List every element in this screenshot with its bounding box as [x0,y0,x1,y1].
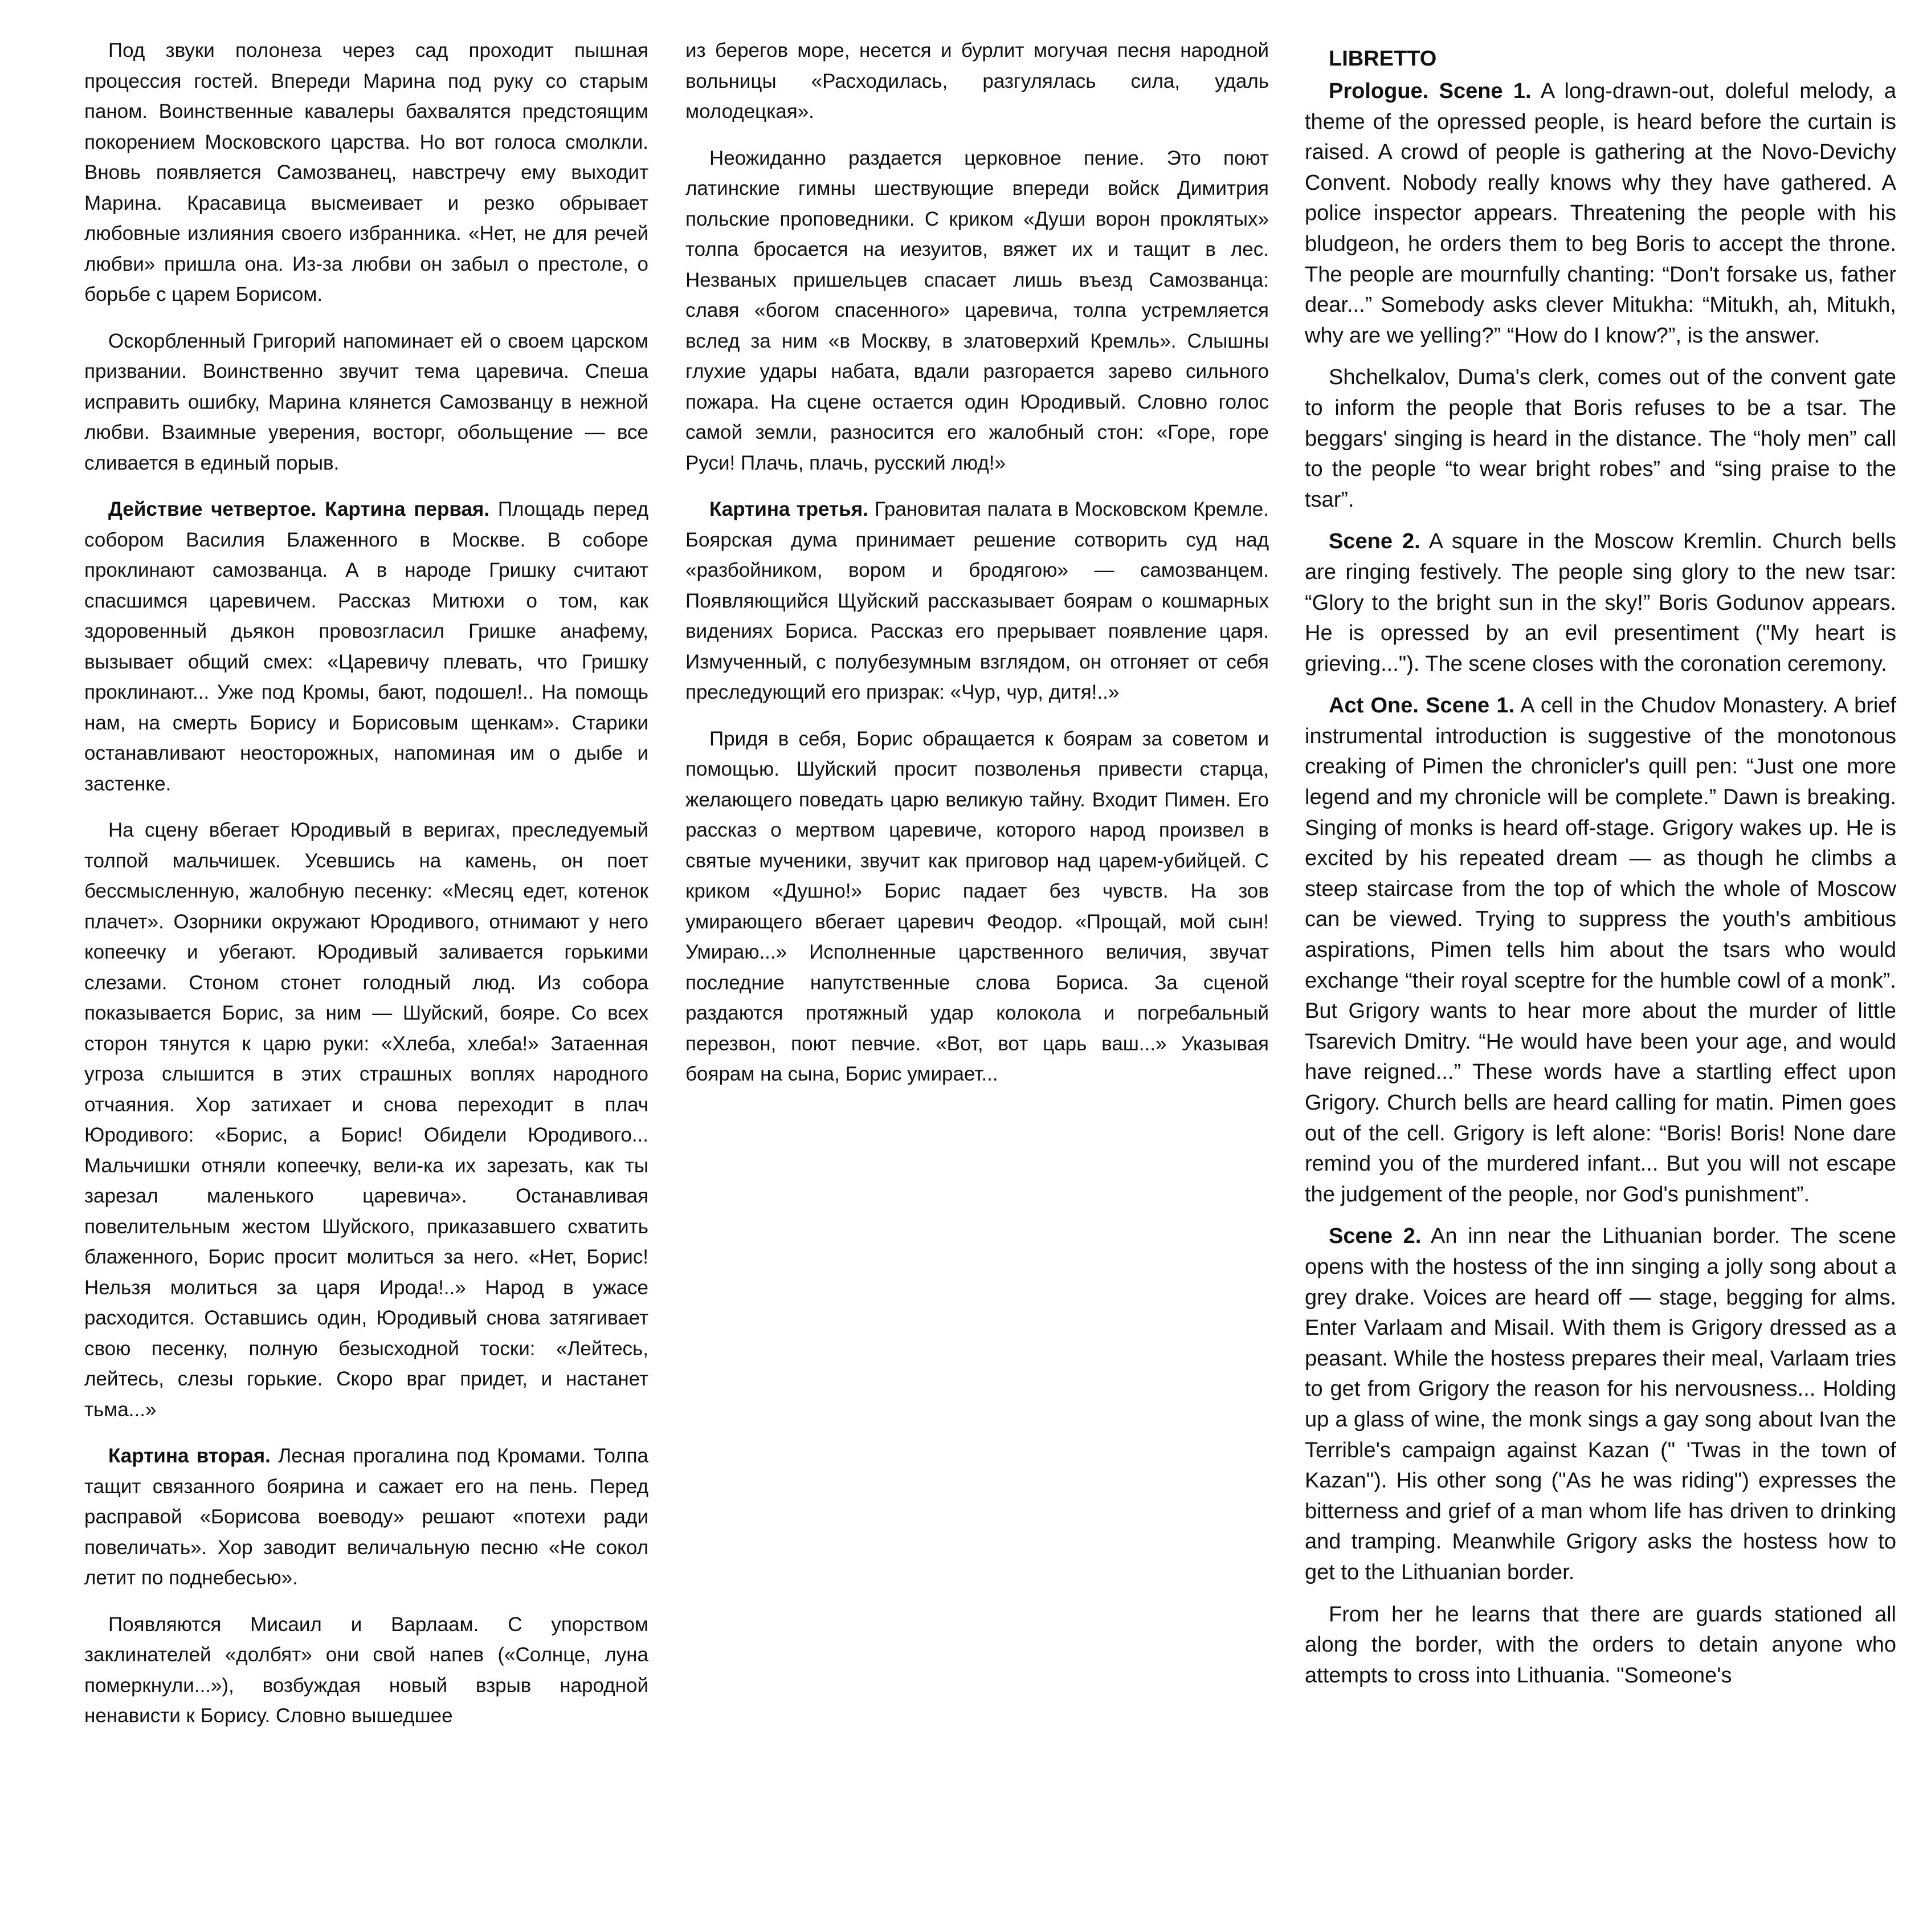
scene-heading: Scene 2. [1329,529,1420,554]
paragraph-text: Площадь перед собором Василия Блаженного в Москве. В соборе проклинают самозванца. А в народе Гришку считают спасшимся царевичем. Рассказ Митюхи о том, как здоровенный дьякон провозгласил Гришке анафему, вызывает общий смех: «Царевичу плевать, что Гришку проклинают... Уже под Кромы, бают, подошел!.. На помощь нам, на смерть Борису и Борисовым щенкам». Старики останавливают неосторожных, напоминая им о дыбе и застенке. [84,498,648,795]
column-russian-1 [84,35,648,1747]
scene-heading: Действие четвертое. Картина первая. [108,498,490,520]
scene-heading: Картина вторая. [108,1445,271,1467]
paragraph [1305,1221,1896,1588]
paragraph-text: Лесная прогалина под Кромами. Толпа тащит связанного боярина и сажает его на пень. Перед расправой «Борисова воеводу» решают «потехи ради повеличать». Хор заводит величальную песню «Не сокол летит по поднебесью». [84,1445,649,1589]
paragraph: Оскорбленный Григорий напоминает ей о своем царском призвании. Воинственно звучит тема царевича. Спеша исправить ошибку, Марина клянется Самозванцу в нежной любви. Взаимные уверения, восторг, обольщение — все сливается в единый порыв. [84,329,648,474]
paragraph [1305,527,1896,679]
paragraph: From her he learns that there are guards stationed all along the border, with the orders to detain anyone who attempts to cross into Lithuania. "Someone's [1305,1602,1896,1688]
paragraph-text: Грановитая палата в Московском Кремле. Боярская дума принимает решение сотворить суд над «разбойником, вором и бродягою» — самозванцем. Появляющийся Щуйский рассказывает боярам о кошмарных видениях Бориса. Рассказ его прерывает появление царя. Измученный, с полубезумным взглядом, он отгоняет от себя преследующий его призрак: «Чур, чур, дитя!..» [685,498,1269,703]
paragraph: из берегов море, несется и бурлит могучая песня народной вольницы «Расходилась, разгулялась сила, удаль молодецкая». [685,39,1269,123]
paragraph: Придя в себя, Борис обращается к боярам за советом и помощью. Шуйский просит позволенья привести старца, желающего поведать царю великую тайну. Входит Пимен. Его рассказ о мертвом царевиче, которого народ произвел в святые мученики, звучит как приговор над царем-убийцей. С криком «Душно!» Борис падает без чувств. На зов умирающего вбегает царевич Феодор. «Прощай, мой сын! Умираю...» Исполненные царственного величия, звучат последние напутственные слова Бориса. За сценой раздаются протяжный удар колокола и погребальный перезвон, поют певчие. «Вот, вот царь ваш...» Указывая боярам на сына, Борис умирает... [685,727,1269,1085]
paragraph-text: An inn near the Lithuanian border. The scene opens with the hostess of the inn singing a jolly song about a grey drake. Voices are heard off — stage, begging for alms. Enter Varlaam and Misail. With them is Grigory dressed as a peasant. While the hostess prepares their meal, Varlaam tries to get from Grigory the reason for his nervousness... Holding up a glass of wine, the monk sings a gay song about Ivan the Terrible's campaign against Kazan (" 'Twas in the town of Kazan"). His other song ("As he was riding") expresses the bitterness and grief of a man whom life has driven to drinking and tramping. Meanwhile Grigory asks the hostess how to get to the Lithuanian border. [1305,1224,1896,1584]
libretto-title: LIBRETTO [1329,47,1437,71]
scene-heading: Картина третья. [709,498,868,520]
paragraph-text: A long-drawn-out, doleful melody, a theme of the opressed people, is heard before the curtain is raised. A crowd of people is gathering at the Novo-Devichy Convent. Nobody really knows why they have gathered. A police inspector appears. Threatening the people with his bludgeon, he orders them to beg Boris to accept the throne. The people are mournfully chanting: “Don't forsake us, father dear...” Somebody asks clever Mitukha: “Mitukh, ah, Mitukh, why are we yelling?” “How do I know?”, is the answer. [1305,79,1896,348]
scene-heading: Scene 2. [1329,1224,1422,1249]
paragraph: Shchelkalov, Duma's clerk, comes out of the convent gate to inform the people that Boris refuses to be a tsar. The beggars' singing is heard in the distance. The “holy men” call to the people “to wear bright robes” and “sing praise to the tsar”. [1305,365,1896,512]
paragraph [84,494,648,799]
paragraph [84,1441,648,1593]
paragraph [1305,76,1896,351]
paragraph-text: A cell in the Chudov Monastery. A brief instrumental introduction is suggestive of the monotonous creaking of Pimen the chronicler's quill pen: “Just one more legend and my chronicle will be complete.” Dawn is breaking. Singing of monks is heard off-stage. Grigory wakes up. He is excited by his repeated dream — as though he climbs a steep staircase from the top of which the whole of Moscow can be viewed. Trying to suppress the youth's ambitious aspirations, Pimen tells him about the tsars who would exchange “their royal sceptre for the humble cowl of a monk”. But Grigory wants to hear more about the murder of little Tsarevich Dmitry. “He would have been your age, and would have reigned...” These words have a startling effect upon Grigory. Church bells are heard calling for matin. Pimen goes out of the cell. Grigory is left alone: “Boris! Boris! None dare remind you of the murdered infant... But you will not escape the judgement of the people, nor God's punishment”. [1305,694,1897,1207]
scene-heading: Prologue. Scene 1. [1329,79,1532,103]
paragraph: Неожиданно раздается церковное пение. Это поют латинские гимны шествующие впереди войск Димитрия польские проповедники. С криком «Души ворон проклятых» толпа бросается на иезуитов, вяжет их и тащит в лес. Незваных пришельцев спасает лишь въезд Самозванца: славя «богом спасенного» царевича, толпа устремляется вслед за ним «в Москву, в златоверхий Кремль». Слышны глухие удары набата, вдали разгорается зарево сильного пожара. На сцене остается один Юродивый. Словно голос самой земли, разносится его жалобный стон: «Горе, горе Руси! Плачь, плачь, русский люд!» [685,146,1269,474]
paragraph: Появляются Мисаил и Варлаам. С упорством заклинателей «долбят» они свой напев («Солнце, луна померкнули...»), возбуждая новый взрыв народной ненависти к Борису. Словно вышедшее [84,1613,648,1727]
column-russian-2 [685,35,1269,1106]
paragraph-text: A square in the Moscow Kremlin. Church bells are ringing festively. The people sing glory to the new tsar: “Glory to the bright sun in the sky!” Boris Godunov appears. He is opressed by an evil presentiment ("My heart is grieving..."). The scene closes with the coronation ceremony. [1305,529,1896,676]
scene-heading: Act One. Scene 1. [1329,694,1515,718]
column-english [1305,35,1896,1702]
paragraph: Под звуки полонеза через сад проходит пышная процессия гостей. Впереди Марина под руку со старым паном. Воинственные кавалеры бахвалятся предстоящим покорением Московского царства. Но вот голоса смолкли. Вновь появляется Самозванец, навстречу ему выходит Марина. Красавица высмеивает и резко обрывает любовные излияния своего избранника. «Нет, не для речей любви» пришла она. Из-за любви он забыл о престоле, о борьбе с царем Борисом. [84,39,648,305]
paragraph [1305,691,1896,1210]
paragraph: На сцену вбегает Юродивый в веригах, преследуемый толпой мальчишек. Усевшись на камень, он поет бессмысленную, жалобную песенку: «Месяц едет, котенок плачет». Озорники окружают Юродивого, отнимают у него копеечку и убегают. Юродивый заливается горькими слезами. Стоном стонет голодный люд. Из собора показывается Борис, за ним — Шуйский, бояре. Со всех сторон тянутся к царю руки: «Хлеба, хлеба!» Затаенная угроза слышится в этих страшных воплях народного отчаяния. Хор затихает и снова переходит в плач Юродивого: «Борис, а Борис! Обидели Юродивого... Мальчишки отняли копеечку, вели-ка их зарезать, как ты зарезал маленького царевича». Останавливая повелительным жестом Шуйского, приказавшего схватить блаженного, Борис просит молиться за него. «Нет, Борис! Нельзя молиться за царя Ирода!..» Народ в ужасе расходится. Оставшись один, Юродивый снова затягивает свою песенку, полную безысходной тоски: «Лейтесь, лейтесь, слезы горькие. Скоро враг придет, и настанет тьма...» [84,819,648,1421]
paragraph [685,494,1269,708]
